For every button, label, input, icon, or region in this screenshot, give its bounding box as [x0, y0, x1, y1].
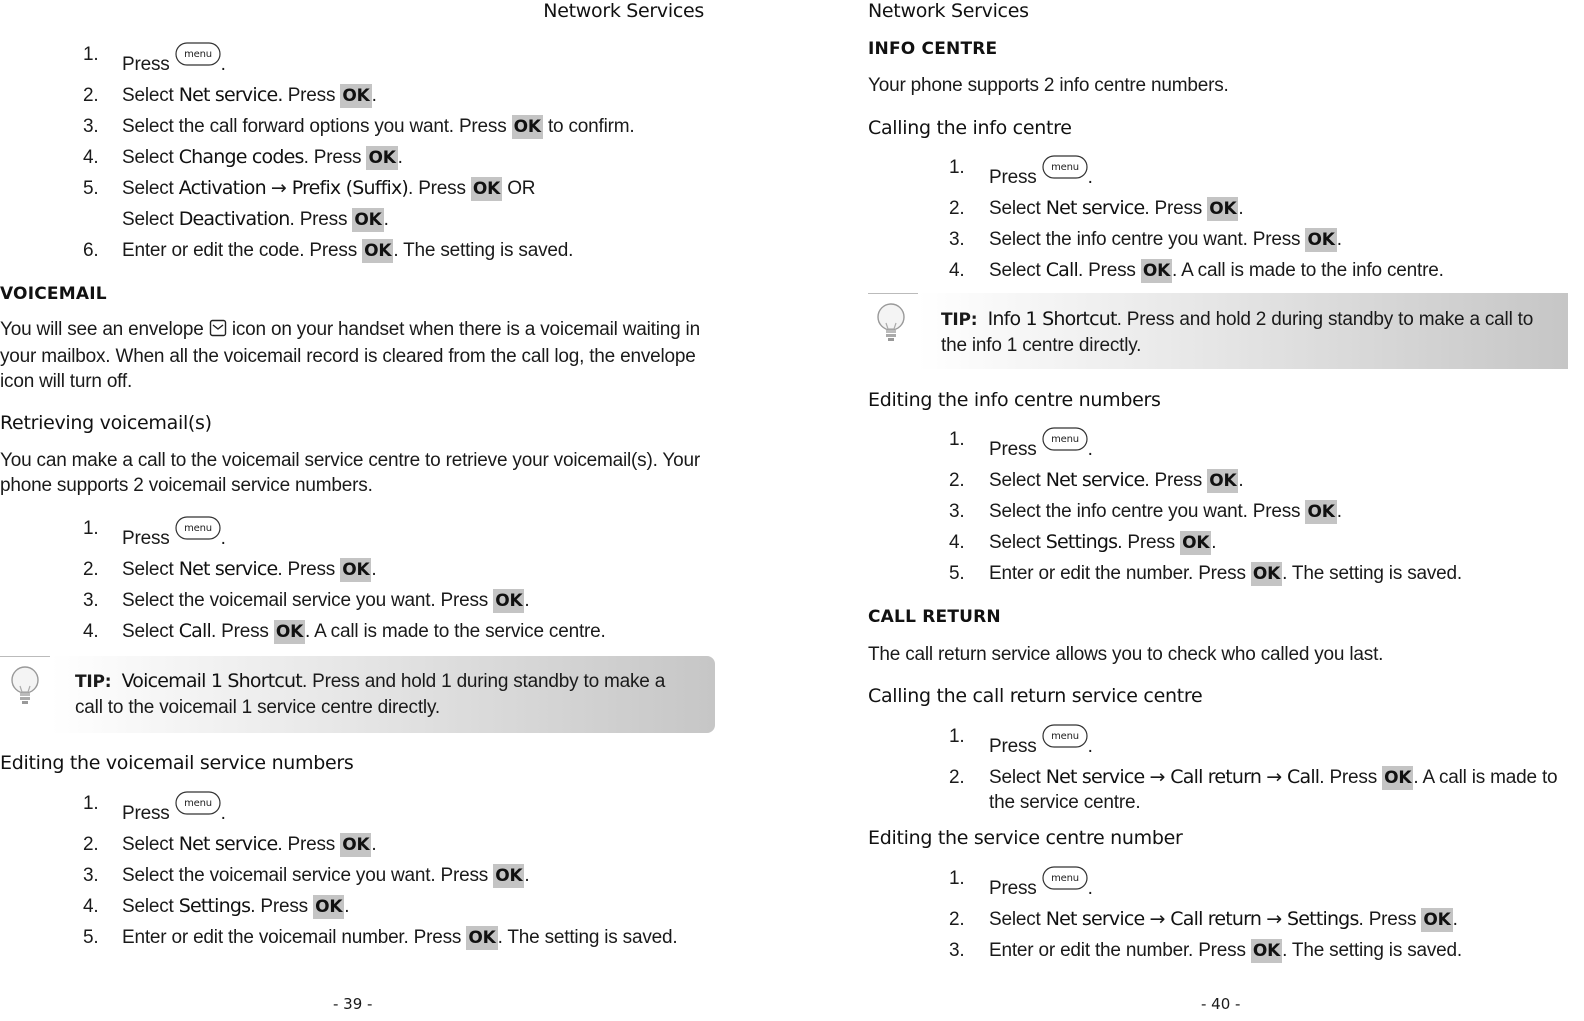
- list-item: 1. Press menu .: [949, 868, 1093, 899]
- ok-key: OK: [368, 148, 396, 168]
- subheading: Editing the info centre numbers: [868, 389, 1161, 411]
- menu-key-icon: [1042, 866, 1088, 897]
- list-item: 3. Select the info centre you want. Press OK .: [949, 229, 1342, 250]
- svg-text:menu: menu: [183, 49, 212, 60]
- list-item: 2. Select Net service. Press OK .: [949, 469, 1244, 491]
- calling-call-return-steps: [868, 724, 1584, 821]
- list-item: 5. Select Activation → Prefix (Suffix). Press OK OR: [83, 177, 536, 199]
- list-item: 3. Select the info centre you want. Press OK .: [949, 501, 1342, 522]
- svg-text:menu: menu: [1050, 873, 1079, 884]
- list-item: 1. Press menu .: [83, 518, 226, 549]
- edit-voicemail-steps: [0, 791, 730, 956]
- ok-key: OK: [1307, 230, 1335, 250]
- voicemail-intro: You will see an envelope icon on your handset when there is a voicemail waiting in your mailbox. When all the voicemail record is cleared from the call log, the envelope icon will turn off.: [0, 319, 700, 392]
- list-item: 4. Select Settings. Press OK .: [949, 531, 1217, 553]
- list-item: 5. Enter or edit the number. Press OK . The setting is saved.: [949, 563, 1462, 584]
- lightbulb-icon: [874, 301, 908, 350]
- subheading: Editing the voicemail service numbers: [0, 752, 354, 774]
- ok-key: OK: [513, 117, 541, 137]
- ok-key: OK: [342, 86, 370, 106]
- retrieve-steps: [0, 516, 730, 650]
- ok-key: OK: [1252, 564, 1281, 584]
- list-item: 3. Select the voicemail service you want. Press OK .: [83, 865, 530, 886]
- page-number: - 39 -: [333, 995, 373, 1013]
- subheading: Calling the call return service centre: [868, 685, 1203, 707]
- ok-key: OK: [1423, 910, 1451, 930]
- ok-key: OK: [472, 179, 501, 199]
- list-item: 2. Select Net service. Press OK .: [83, 558, 377, 580]
- section-heading: INFO CENTRE: [868, 39, 998, 59]
- call-forward-steps: [0, 42, 730, 269]
- ok-key: OK: [1209, 471, 1237, 491]
- tip-box: [0, 656, 715, 733]
- envelope-icon: [209, 319, 227, 344]
- svg-text:menu: menu: [183, 798, 212, 809]
- ok-key: OK: [1307, 502, 1335, 522]
- menu-key-icon: [175, 42, 221, 73]
- svg-text:menu: menu: [1050, 162, 1079, 173]
- info-centre-intro: Your phone supports 2 info centre numbers.: [868, 75, 1229, 96]
- arrow-right-icon: →: [1266, 908, 1282, 930]
- lightbulb-icon: [8, 664, 42, 713]
- page-number: - 40 -: [1201, 995, 1241, 1013]
- list-item: 4. Select Change codes. Press OK .: [83, 146, 403, 168]
- list-item: Select Deactivation. Press OK .: [122, 208, 389, 230]
- list-item: 2. Select Net service → Call return → Settings. Press OK .: [949, 908, 1458, 930]
- page-40: [868, 0, 1584, 1021]
- list-item: 3. Enter or edit the number. Press OK . The setting is saved.: [949, 940, 1462, 961]
- running-head: Network Services: [868, 0, 1029, 22]
- subheading: Calling the info centre: [868, 117, 1072, 139]
- list-item: 3. Select the voicemail service you want. Press OK .: [83, 590, 530, 611]
- arrow-right-icon: →: [1266, 766, 1282, 788]
- menu-key-icon: [1042, 724, 1088, 755]
- calling-info-steps: [868, 155, 1584, 289]
- list-item: 2. Select Net service. Press OK .: [83, 84, 377, 106]
- subheading: Retrieving voicemail(s): [0, 412, 212, 434]
- list-item: 6. Enter or edit the code. Press OK . The setting is saved.: [83, 240, 574, 261]
- list-item: 1. Press menu .: [83, 793, 226, 824]
- svg-text:menu: menu: [1050, 434, 1079, 445]
- tip-text: TIP: Info 1 Shortcut. Press and hold 2 during standby to make a call to the info 1 centre directly.: [941, 308, 1534, 356]
- arrow-right-icon: →: [1149, 766, 1166, 788]
- menu-key-icon: [175, 791, 221, 822]
- list-item: 4. Select Call. Press OK . A call is made to the info centre.: [949, 259, 1444, 281]
- ok-key: OK: [342, 835, 370, 855]
- list-item: 1. Press menu .: [949, 429, 1093, 460]
- call-return-intro: The call return service allows you to check who called you last.: [868, 644, 1384, 665]
- section-heading: CALL RETURN: [868, 607, 1001, 627]
- list-item: 1. Press menu .: [949, 157, 1093, 188]
- ok-key: OK: [495, 866, 523, 886]
- ok-key: OK: [1142, 261, 1171, 281]
- list-item: 3. Select the call forward options you want. Press OK to confirm.: [83, 116, 635, 137]
- ok-key: OK: [495, 591, 523, 611]
- tip-box: [868, 293, 1568, 369]
- arrow-right-icon: →: [1149, 908, 1166, 930]
- ok-key: OK: [1209, 199, 1237, 219]
- menu-key-icon: [1042, 155, 1088, 186]
- svg-text:menu: menu: [1050, 731, 1079, 742]
- ok-key: OK: [1182, 533, 1210, 553]
- list-item: 5. Enter or edit the voicemail number. Press OK . The setting is saved.: [83, 927, 678, 948]
- list-item: 1. Press menu .: [83, 44, 226, 75]
- page-39: [0, 0, 730, 1021]
- edit-info-steps: [868, 427, 1584, 592]
- arrow-right-icon: →: [270, 177, 287, 199]
- ok-key: OK: [1384, 768, 1412, 788]
- ok-key: OK: [275, 622, 304, 642]
- menu-key-icon: [175, 516, 221, 547]
- tip-text: TIP: Voicemail 1 Shortcut. Press and hold 1 during standby to make a call to the voicemail 1 service centre directly.: [75, 670, 666, 718]
- ok-key: OK: [364, 241, 392, 261]
- ok-key: OK: [354, 210, 382, 230]
- list-item: 4. Select Call. Press OK . A call is made to the service centre.: [83, 620, 606, 642]
- section-heading: VOICEMAIL: [0, 284, 107, 304]
- ok-key: OK: [1252, 941, 1281, 961]
- ok-key: OK: [315, 897, 343, 917]
- menu-key-icon: [1042, 427, 1088, 458]
- retrieve-text: You can make a call to the voicemail service centre to retrieve your voicemail(s). Your phone supports 2 voicemail service numbers.: [0, 450, 701, 496]
- svg-text:menu: menu: [183, 523, 212, 534]
- list-item: 4. Select Settings. Press OK .: [83, 895, 350, 917]
- ok-key: OK: [468, 928, 496, 948]
- ok-key: OK: [342, 560, 370, 580]
- list-item: 2. Select Net service → Call return → Call. Press OK . A call is made to the service centre.: [949, 766, 1558, 813]
- edit-call-return-steps: [868, 866, 1584, 969]
- subheading: Editing the service centre number: [868, 827, 1183, 849]
- list-item: 2. Select Net service. Press OK .: [949, 197, 1244, 219]
- list-item: 1. Press menu .: [949, 726, 1093, 757]
- list-item: 2. Select Net service. Press OK .: [83, 833, 377, 855]
- running-head: Network Services: [543, 0, 704, 22]
